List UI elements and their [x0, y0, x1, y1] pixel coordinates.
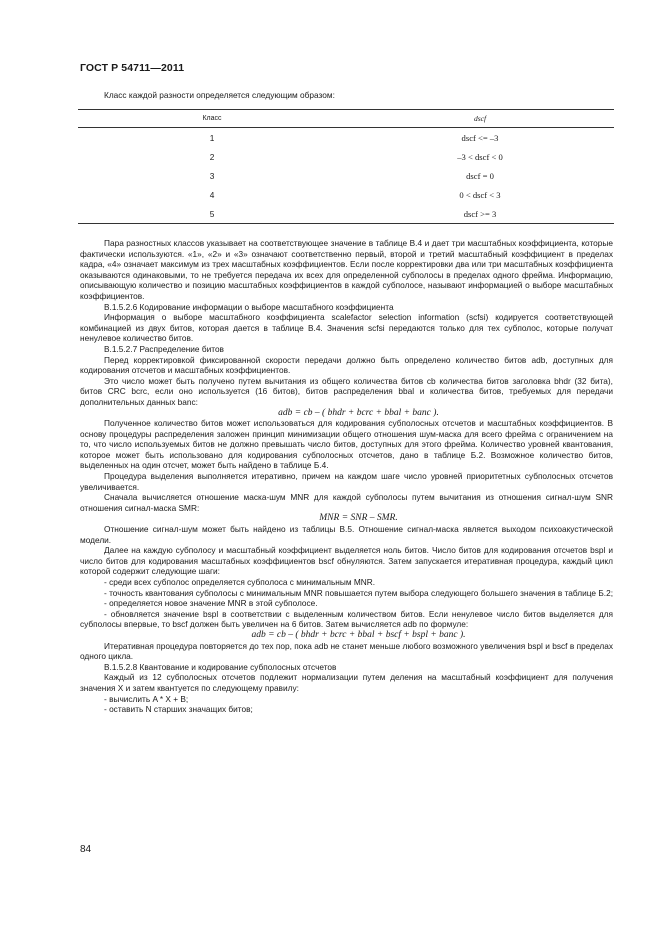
page-number: 84	[80, 844, 92, 855]
table-row	[78, 204, 614, 224]
formula-adb: adb = cb – ( bhdr + bcrc + bbal + banc ).	[278, 407, 439, 418]
body-text	[80, 238, 613, 715]
class-cell: 2	[209, 151, 215, 162]
table-row	[78, 147, 614, 166]
list-item: - среди всех субполос определяется субполоса с минимальным MNR.	[104, 577, 376, 587]
standard-header: ГОСТ Р 54711—2011	[80, 62, 185, 74]
class-cell: 5	[78, 204, 346, 224]
table-row	[78, 128, 614, 148]
table-header-dscf: dscf	[346, 110, 614, 128]
table-header-row	[78, 110, 614, 128]
paragraph: Отношение сигнал-шум может быть найдено из таблицы В.5. Отношение сигнал-маска является выходом психоакустической модели.	[80, 524, 613, 545]
class-cell: 1	[209, 132, 215, 143]
intro-text: Класс каждой разности определяется следующим образом:	[104, 90, 335, 100]
class-table	[78, 109, 614, 224]
paragraph: Перед корректировкой фиксированной скорости передачи должно быть определено количество битов adb, доступных для кодирования отсчетов и масштабных коэффициентов.	[80, 354, 613, 376]
formula-mnr: MNR = SNR – SMR.	[319, 513, 398, 524]
list-item: - обновляется значение bspl в соответствии с выделенным количеством битов. Если ненулевое число битов выделяется для субполосы впервые, то bscf должен быть увеличен на 6 битов. Затем вычисляется adb по формуле:	[80, 608, 613, 630]
formula-adb-full: adb = cb – ( bhdr + bcrc + bbal + bscf + bspl + banc ).	[251, 629, 466, 640]
paragraph: Процедура выделения выполняется итеративно, причем на каждом шаге число уровней приоритетных субполосных отсчетов увеличивается.	[80, 471, 613, 492]
condition-cell: –3 < dscf < 0	[457, 151, 503, 162]
table-header-class: Класс	[78, 110, 346, 128]
list-item: - вычислить A * X + B;	[104, 693, 189, 704]
paragraph: Итеративная процедура повторяется до тех пор, пока adb не станет меньше любого возможного увеличения bspl и bscf в пределах одного цикла.	[80, 640, 613, 662]
section-heading: В.1.5.2.6 Кодирование информации о выборе масштабного коэффициента	[104, 301, 394, 312]
paragraph: Сначала вычисляется отношение маска-шум MNR для каждой субполосы путем вычитания из отношения сигнал-шум SNR отношения сигнал-маска SMR:	[80, 492, 613, 513]
section-heading: В.1.5.2.8 Квантование и кодирование субполосных отсчетов	[104, 661, 337, 672]
condition-cell: 0 < dscf < 3	[459, 189, 501, 200]
list-item: - точность квантования субполосы с минимальным MNR повышается путем выбора следующего большего значения в таблице Б.2;	[104, 587, 614, 598]
list-item: - определяется новое значение MNR в этой субполосе.	[104, 598, 318, 609]
paragraph: Каждый из 12 субполосных отсчетов подлежит нормализации путем деления на масштабный коэффициент для получения значения X и затем квантуется по следующему правилу:	[80, 672, 613, 693]
paragraph: Полученное количество битов может использоваться для кодирования субполосных отсчетов и масштабных коэффициентов. В основу процедуры распределения заложен принцип минимизации общего отношения шум-маска для всего фрейма с ограничением на то, что число используемых битов не должно превышать число битов, доступных для этого фрейма. Количество уровней квантования, которое может быть использовано для кодирования субполосных отсчетов, дано в таблице Б.2. Возможное количество битов, выделенных на один отсчет, может быть найдено в таблице Б.4.	[80, 418, 613, 471]
class-cell: 4	[209, 189, 215, 200]
list-item: - оставить N старших значащих битов;	[104, 704, 253, 715]
paragraph: Пара разностных классов указывает на соответствующее значение в таблице В.4 и дает три масштабных коэффициента, которые фактически используются. «1», «2» и «3» означают соответственно первый, второй и третий масштабный коэффициент в пределах кадра, «4» означает максимум из трех масштабных коэффициентов. Если после корректировки два или три масштабных коэффициента оказываются одинаковыми, то не требуется передача их всех для определенной субполосы в пределах одного фрейма. Информацию, описывающую количество и позицию масштабных коэффициентов в каждой субполосе, называют информацией о выборе масштабных коэффициентов.	[80, 238, 613, 301]
paragraph: Это число может быть получено путем вычитания из общего количества битов cb количества битов заголовка bhdr (32 бита), битов CRC bcrc, если оно используется (16 битов), битов распределения bbal и количества битов, требуемых для передачи дополнительных данных banc:	[80, 375, 613, 407]
condition-cell: dscf = 0	[466, 170, 494, 181]
class-cell: 3	[209, 170, 215, 181]
condition-cell: dscf <= –3	[461, 132, 499, 143]
condition-cell: dscf >= 3	[346, 204, 614, 224]
section-heading: В.1.5.2.7 Распределение битов	[104, 343, 224, 354]
table-row	[78, 166, 614, 185]
table-row	[78, 185, 614, 204]
paragraph: Далее на каждую субполосу и масштабный коэффициент выделяется ноль битов. Число битов для кодирования отсчетов bspl и число битов для кодирования масштабных коэффициентов bscf обнуляются. Затем запускается итеративная процедура, каждый цикл которой содержит следующие шаги:	[80, 545, 613, 577]
paragraph: Информация о выборе масштабного коэффициента scalefactor selection information (scfsi) кодируется соответствующей комбинацией из двух битов, которая дается в таблице В.4. Значения scfsi передаются только для тех субполос, которые получат ненулевое количество битов.	[80, 312, 613, 344]
